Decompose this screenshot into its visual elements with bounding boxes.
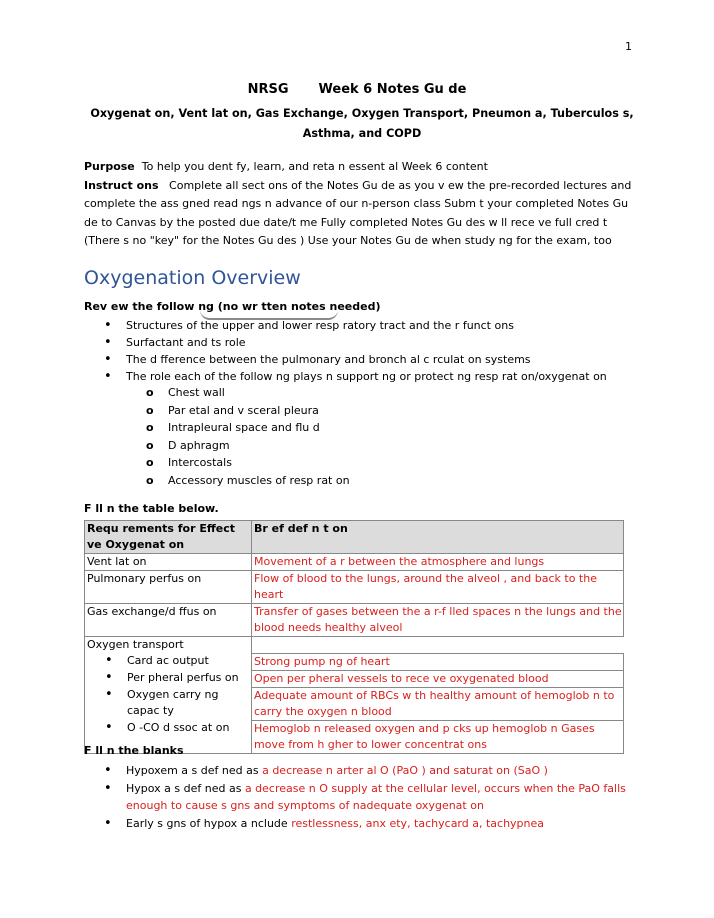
table-label: F ll n the table below.: [84, 502, 219, 515]
definition-cell[interactable]: Strong pump ng of heart: [252, 653, 624, 670]
table-row: [85, 687, 624, 720]
definition-cell[interactable]: Hemoglob n released oxygen and p cks up hemoglob n Gases move from h gher to lower concentrat ons: [252, 720, 624, 753]
table-header-cell: Requ rements for Effect ve Oxygenat on: [85, 521, 252, 554]
term-cell: Gas exchange/d ffus on: [85, 604, 252, 637]
review-label: Rev ew the follow ng (no wr tten notes needed): [84, 300, 381, 313]
definition-cell[interactable]: Movement of a r between the atmosphere and lungs: [252, 554, 624, 571]
sub-list-item: o Accessory muscles of resp rat on: [146, 472, 350, 490]
document-title: [0, 82, 714, 97]
table-row: [85, 670, 624, 687]
term-cell: • O -CO d ssoc at on: [85, 720, 252, 753]
blank-answer[interactable]: restlessness, anx ety, tachycard a, tachypnea: [291, 816, 545, 830]
instructions-text: Complete all sect ons of the Notes Gu de as you v ew the pre-recorded lectures and complete the ass gned read ngs n advance of our n-person class Subm t your completed Notes Gu de to Canvas by the posted due date/t me Fully completed Notes Gu des w ll rece ve full cred t (There s no "key" for the Notes Gu des ) Use your Notes Gu de when study ng for the exam, too: [84, 178, 632, 247]
document-subtitle: Oxygenat on, Vent lat on, Gas Exchange, Oxygen Transport, Pneumon a, Tuberculos s, Asthma, and COPD: [90, 107, 634, 140]
term-cell: Vent lat on: [85, 554, 252, 571]
page-number: 1: [625, 40, 632, 53]
list-item: • Surfactant and ts role: [100, 334, 607, 351]
blanks-label: F ll n the blanks: [84, 744, 184, 757]
list-item: • Structures of the upper and lower resp ratory tract and the r funct ons: [100, 317, 607, 334]
definition-cell[interactable]: Open per pheral vessels to rece ve oxygenated blood: [252, 670, 624, 687]
table-row: [85, 653, 624, 670]
term-cell: Pulmonary perfus on: [85, 571, 252, 604]
list-item: • The d fference between the pulmonary and bronch al c rculat on systems: [100, 351, 607, 368]
term-cell: • Oxygen carry ng capac ty: [85, 687, 252, 720]
purpose-label: Purpose: [84, 160, 135, 173]
table-row: [85, 604, 624, 637]
definition-cell[interactable]: Transfer of gases between the a r-f lled spaces n the lungs and the blood needs healthy alveol: [252, 604, 624, 637]
oxygenation-table: [84, 520, 624, 754]
list-item: • The role each of the follow ng plays n support ng or protect ng resp rat on/oxygenat on: [100, 368, 607, 385]
definition-cell[interactable]: Flow of blood to the lungs, around the alveol , and back to the heart: [252, 571, 624, 604]
blank-answer[interactable]: a decrease n arter al O (PaO ) and saturat on (SaO ): [262, 764, 548, 777]
review-note: (no wr tten notes needed): [217, 300, 381, 313]
empty-cell: [252, 637, 624, 654]
blank-prompt: Hypoxem a s def ned as: [126, 764, 263, 777]
list-item: [100, 780, 630, 815]
instructions-label: Instruct ons: [84, 178, 159, 192]
blank-prompt: Early s gns of hypox a nclude: [126, 816, 292, 830]
intro-block: [84, 158, 640, 251]
review-sublist: [146, 384, 350, 490]
sub-list-item: o Intrapleural space and flu d: [146, 419, 350, 437]
table-group-row: [85, 637, 624, 654]
title-course: NRSG: [247, 82, 289, 97]
blank-answer[interactable]: a decrease n O supply at the cellular level, occurs when the PaO falls enough to cause s gns and symptoms of nadequate oxygenat on: [126, 781, 626, 812]
table-header-row: [85, 521, 624, 554]
term-cell: • Per pheral perfus on: [85, 670, 252, 687]
table-row: [85, 571, 624, 604]
list-item: [100, 762, 630, 780]
term-cell: • Card ac output: [85, 653, 252, 670]
sub-list-item: o Chest wall: [146, 384, 350, 402]
blanks-list: [100, 762, 630, 832]
definition-cell[interactable]: Adequate amount of RBCs w th healthy amount of hemoglob n to carry the oxygen n blood: [252, 687, 624, 720]
sub-list-item: o Par etal and v sceral pleura: [146, 402, 350, 420]
group-label-cell: Oxygen transport: [85, 637, 252, 654]
sub-list-item: o Intercostals: [146, 454, 350, 472]
title-week: Week 6 Notes Gu de: [318, 82, 467, 97]
review-list: [100, 317, 607, 385]
blank-prompt: Hypox a s def ned as: [126, 781, 245, 795]
table-row: [85, 554, 624, 571]
table-header-cell: Br ef def n t on: [252, 521, 624, 554]
purpose-text: To help you dent fy, learn, and reta n essent al Week 6 content: [141, 160, 488, 173]
section-heading: Oxygenation Overview: [84, 267, 301, 289]
sub-list-item: o D aphragm: [146, 437, 350, 455]
list-item: [100, 815, 630, 833]
